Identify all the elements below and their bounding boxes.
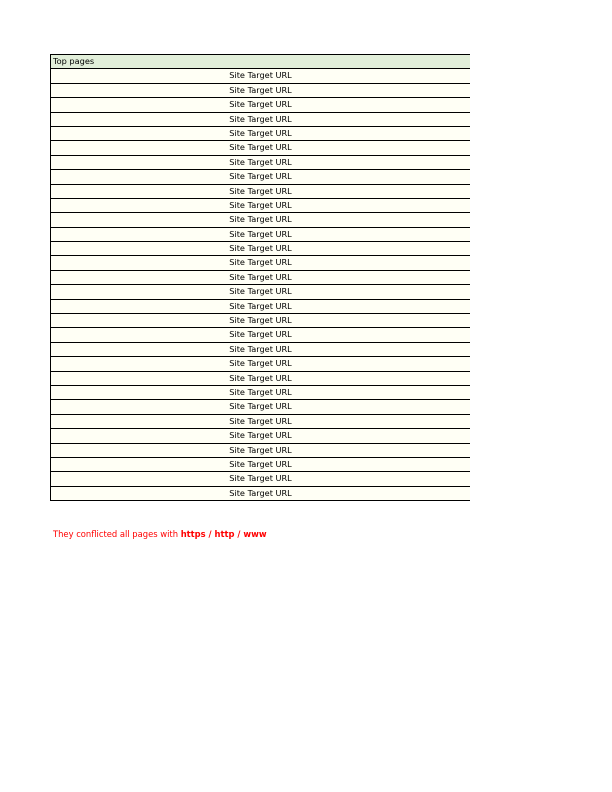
table-row: Site Target URL	[51, 185, 470, 199]
table-row: Site Target URL	[51, 213, 470, 227]
table-row: Site Target URL	[51, 444, 470, 458]
table-row: Site Target URL	[51, 256, 470, 270]
table-row: Site Target URL	[51, 242, 470, 256]
table-row: Site Target URL	[51, 271, 470, 285]
note-text: They conflicted all pages with	[53, 529, 181, 539]
table-row: Site Target URL	[51, 228, 470, 242]
table-row: Site Target URL	[51, 415, 470, 429]
table-row: Site Target URL	[51, 357, 470, 371]
table-row: Site Target URL	[51, 429, 470, 443]
table-row: Site Target URL	[51, 113, 470, 127]
table-row: Site Target URL	[51, 84, 470, 98]
table-row: Site Target URL	[51, 141, 470, 155]
table-row: Site Target URL	[51, 487, 470, 501]
table-row: Site Target URL	[51, 98, 470, 112]
table-row: Site Target URL	[51, 386, 470, 400]
table-row: Site Target URL	[51, 472, 470, 486]
table-body	[51, 69, 470, 501]
table-row: Site Target URL	[51, 328, 470, 342]
table-row: Site Target URL	[51, 314, 470, 328]
table-row: Site Target URL	[51, 372, 470, 386]
conflict-note	[53, 529, 267, 539]
note-emphasis: https / http / www	[180, 529, 267, 539]
table-row: Site Target URL	[51, 400, 470, 414]
table-row: Site Target URL	[51, 199, 470, 213]
table-header: Top pages	[51, 55, 470, 69]
table-row: Site Target URL	[51, 300, 470, 314]
top-pages-table	[50, 54, 470, 501]
table-row: Site Target URL	[51, 343, 470, 357]
table-row: Site Target URL	[51, 127, 470, 141]
table-row: Site Target URL	[51, 458, 470, 472]
table-row: Site Target URL	[51, 69, 470, 83]
table-row: Site Target URL	[51, 156, 470, 170]
table-row: Site Target URL	[51, 285, 470, 299]
table-row: Site Target URL	[51, 170, 470, 184]
